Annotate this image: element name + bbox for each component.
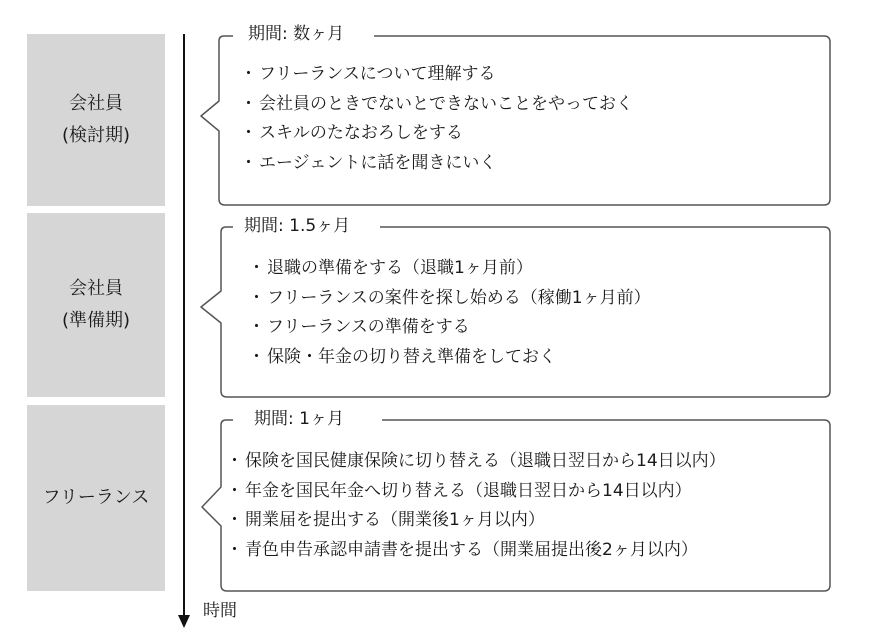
phase-label: 会社員 (準備期) — [61, 278, 131, 331]
list-item: ・ 開業届を提出する（開業後1ヶ月以内） — [226, 506, 726, 536]
phase-label: 会社員 (検討期) — [61, 93, 131, 146]
list-item: ・ 退職の準備をする（退職1ヶ月前） — [248, 254, 651, 284]
period-title: 期間: 数ヶ月 — [242, 24, 350, 44]
timeline-arrowhead — [178, 615, 190, 628]
list-item: ・ フリーランスについて理解する — [240, 60, 633, 90]
task-list — [248, 254, 651, 372]
list-item: ・ 青色申告承認申請書を提出する（開業届提出後2ヶ月以内） — [226, 536, 726, 566]
list-item: ・ 会社員のときでないとできないことをやっておく — [240, 90, 633, 120]
phase-label: フリーランス — [42, 487, 150, 508]
list-item: ・ フリーランスの案件を探し始める（稼働1ヶ月前） — [248, 284, 651, 314]
timeline-label: 時間 — [203, 601, 237, 621]
period-title: 期間: 1ヶ月 — [248, 409, 350, 429]
task-list — [226, 447, 726, 565]
list-item: ・ 保険を国民健康保険に切り替える（退職日翌日から14日以内） — [226, 447, 726, 477]
list-item: ・ エージェントに話を聞きにいく — [240, 149, 633, 179]
list-item: ・ 年金を国民年金へ切り替える（退職日翌日から14日以内） — [226, 477, 726, 507]
list-item: ・ フリーランスの準備をする — [248, 313, 651, 343]
period-title: 期間: 1.5ヶ月 — [238, 216, 356, 236]
list-item: ・ スキルのたなおろしをする — [240, 119, 633, 149]
task-list — [240, 60, 633, 178]
list-item: ・ 保険・年金の切り替え準備をしておく — [248, 343, 651, 373]
